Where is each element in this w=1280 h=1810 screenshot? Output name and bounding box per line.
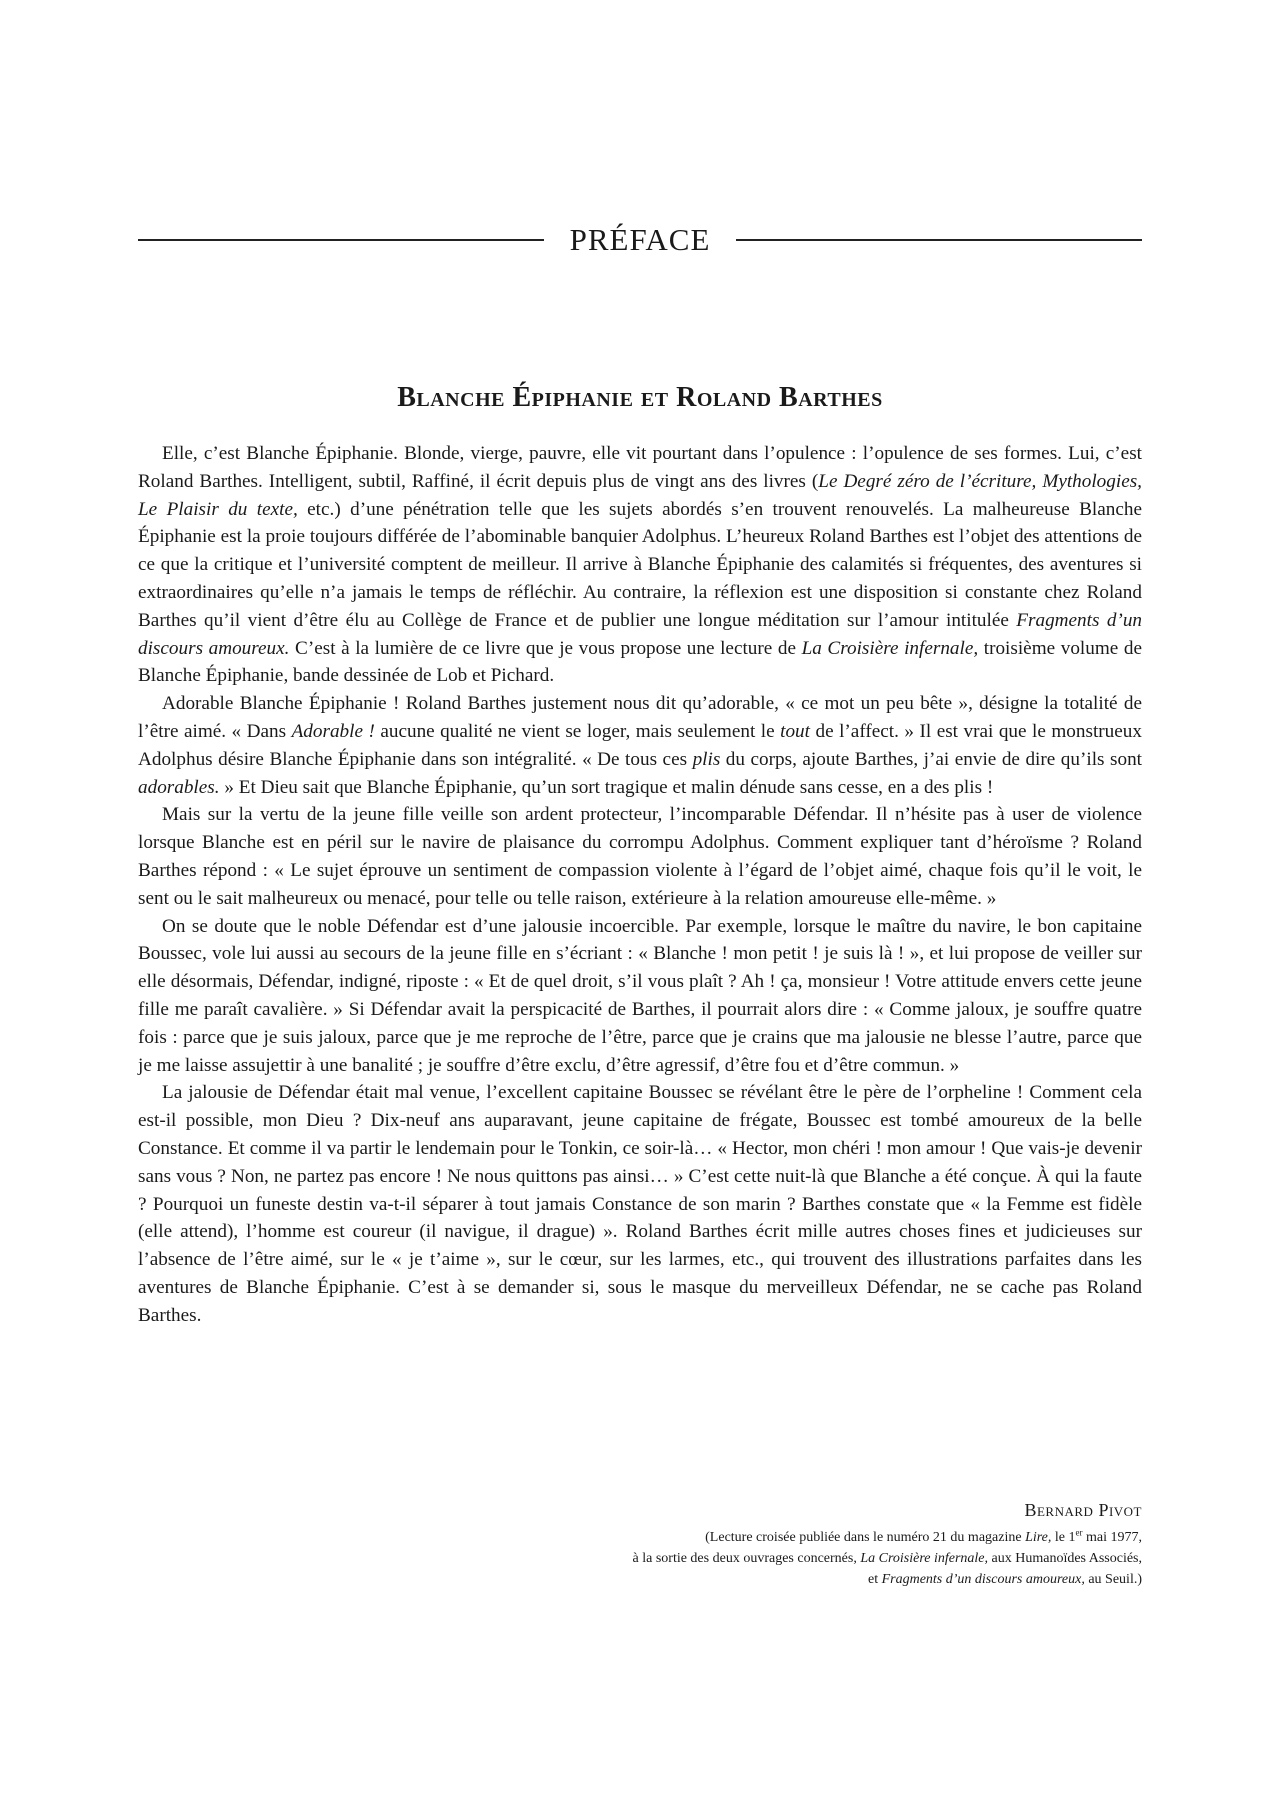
text-run: On se doute que le noble Défendar est d’une jalousie incoercible. Par exemple, lorsque le maître du navire, le bon capitaine Boussec, vole lui aussi au secours de la jeune fille en s’écriant : « Blanche ! mon petit ! je suis là ! », et lui propose de veiller sur elle désormais, Défendar, indigné, riposte : « Et de quel droit, s’il vous plaît ? Ah ! ça, monsieur ! Votre attitude envers cette jeune fille me paraît cavalière. » Si Défendar avait la perspicacité de Barthes, il pourrait alors dire : « Comme jaloux, je souffre quatre fois : parce que je suis jaloux, parce que je me reproche de l’être, parce que je crains que ma jalousie ne blesse l’autre, parce que je me laisse assujettir à une banalité ; je souffre d’être exclu, d’être agressif, d’être fou et d’être commun. » — [138, 915, 1142, 1076]
chapter-title: PRÉFACE — [569, 222, 711, 257]
header-rule-left — [138, 239, 544, 241]
note-text: mai 1977, — [1082, 1530, 1142, 1545]
text-run: La jalousie de Défendar était mal venue, l’excellent capitaine Boussec se révélant être le père de l’orpheline ! Comment cela est-il possible, mon Dieu ? Dix-neuf ans auparavant, jeune capitaine de frégate, Boussec est tombé amoureux de la belle Constance. Et comme il va partir le lendemain pour le Tonkin, ce soir-là… « Hector, mon chéri ! mon amour ! Que vais-je devenir sans vous ? Non, ne partez pas encore ! Ne nous quittons pas ainsi… » C’est cette nuit-là que Blanche a été conçue. À qui la faute ? Pourquoi un funeste destin va-t-il séparer à tout jamais Constance de son marin ? Barthes constate que « la Femme est fidèle (elle attend), l’homme est coureur (il navigue, il drague) ». Roland Barthes écrit mille autres choses fines et judicieuses sur l’absence de l’être aimé, sur le « je t’aime », sur le cœur, sur les larmes, etc., qui trouvent des illustrations parfaites dans les aventures de Blanche Épiphanie. C’est à se demander si, sous le masque du merveilleux Défendar, ne se cache pas Roland Barthes. — [138, 1082, 1142, 1326]
text-run: Elle, c’est Blanche Épiphanie. Blonde, vierge, pauvre, elle vit pourtant dans l’opulence : l’opulence de ses formes. Lui, c’est Roland Barthes. Intelligent, subtil, Raffiné, il écrit depuis plus de vingt ans des livres ( — [138, 443, 1142, 492]
section-title: Blanche Épiphanie et Roland Barthes — [397, 382, 883, 413]
text-run: du corps, ajoute Barthes, j’ai envie de dire qu’ils sont — [720, 748, 1142, 770]
author-name: Bernard Pivot — [1024, 1500, 1142, 1520]
italic-title: Fragments d’un discours amoureux. — [138, 609, 1143, 659]
paragraph — [138, 690, 1142, 801]
paragraph — [138, 440, 1142, 690]
note-line-2 — [138, 1548, 1142, 1569]
header-rule-right — [736, 239, 1142, 241]
book-title: Fragments d’un discours amoureux, — [881, 1572, 1085, 1587]
publication-note — [138, 1527, 1142, 1590]
italic-title: adorables. — [138, 776, 220, 798]
note-text: à la sortie des deux ouvrages concernés, — [632, 1551, 861, 1566]
note-text: au Seuil.) — [1084, 1572, 1142, 1587]
body-text — [138, 440, 1142, 1330]
italic-title: tout — [780, 720, 810, 742]
signature-block — [138, 1500, 1142, 1590]
chapter-header — [138, 218, 1142, 262]
ordinal-suffix: er — [1075, 1527, 1083, 1538]
magazine-title: Lire, — [1025, 1530, 1052, 1545]
text-run: » Et Dieu sait que Blanche Épiphanie, qu’un sort tragique et malin dénude sans cesse, en a des plis ! — [219, 776, 994, 798]
paragraph — [138, 913, 1142, 1080]
italic-title: Le Degré zéro de l’écriture, Mythologies, Le Plaisir du texte, — [138, 470, 1142, 520]
note-line-1 — [138, 1527, 1142, 1548]
book-title: La Croisière infernale, — [860, 1551, 989, 1566]
note-text: aux Humanoïdes Associés, — [988, 1551, 1142, 1566]
text-run: Adorable Blanche Épiphanie ! Roland Barthes justement nous dit qu’adorable, « ce mot un peu bête », désigne la totalité de l’être aimé. « Dans — [138, 693, 1142, 742]
italic-title: plis — [692, 748, 721, 770]
text-run: etc.) d’une pénétration telle que les sujets abordés s’en trouvent renouvelés. La malheureuse Blanche Épiphanie est la proie toujours différée de l’abominable banquier Adolphus. L’heureux Roland Barthes est l’objet des attentions de ce que la critique et l’université comptent de meilleur. Il arrive à Blanche Épiphanie des calamités si fréquentes, des aventures si extraordinaires qu’elle n’a jamais le temps de réfléchir. Au contraire, la réflexion est une disposition si constante chez Roland Barthes qu’il vient d’être élu au Collège de France et de publier une longue méditation sur l’amour intitulée — [138, 498, 1143, 631]
text-run: Mais sur la vertu de la jeune fille veille son ardent protecteur, l’incomparable Défendar. Il n’hésite pas à user de violence lorsque Blanche est en péril sur le navire de plaisance du corrompu Adolphus. Comment expliquer tant d’héroïsme ? Roland Barthes répond : « Le sujet éprouve un sentiment de compassion violente à l’égard de l’objet aimé, chaque fois qu’il le voit, le sent ou le sait malheureux ou menacé, pour telle ou telle raison, extérieure à la relation amoureuse elle-même. » — [138, 804, 1142, 909]
note-text: (Lecture croisée publiée dans le numéro 21 du magazine — [705, 1530, 1026, 1545]
paragraph — [138, 1079, 1142, 1329]
text-run: aucune qualité ne vient se loger, mais seulement le — [374, 720, 781, 742]
italic-title: La Croisière infernale, — [801, 637, 979, 659]
paragraph — [138, 801, 1142, 912]
italic-title: Adorable ! — [291, 720, 375, 742]
note-text: et — [867, 1572, 882, 1587]
note-text: le 1 — [1051, 1530, 1076, 1545]
text-run: C’est à la lumière de ce livre que je vous propose une lecture de — [289, 637, 802, 659]
text-run: de l’affect. » Il est vrai que le monstrueux Adolphus désire Blanche Épiphanie dans son intégralité. « De tous ces — [138, 720, 1142, 770]
text-run: troisième volume de Blanche Épiphanie, bande dessinée de Lob et Pichard. — [138, 637, 1142, 687]
note-line-3 — [138, 1569, 1142, 1590]
